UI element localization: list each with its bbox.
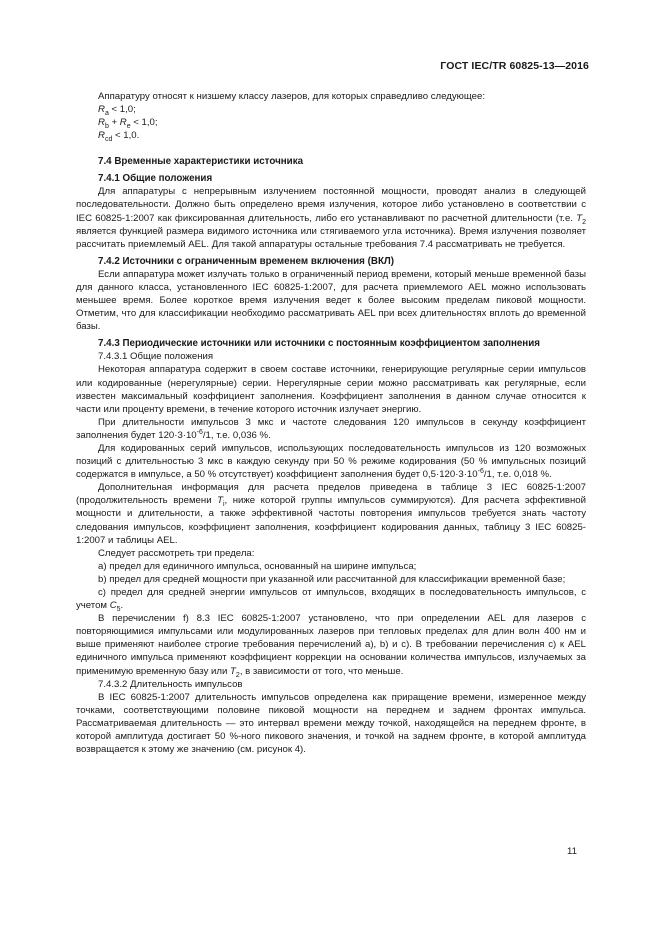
paragraph-enumeration-f [76,612,586,677]
standard-header: ГОСТ IEC/TR 60825-13—2016 [440,60,589,72]
formula-condition: < 1,0. [112,130,140,142]
section-heading-7-4: 7.4 Временные характеристики источника [98,156,304,168]
paragraph-additional-info [76,481,586,546]
section-heading-7-4-1: 7.4.1 Общие положения [98,173,213,185]
formula-symbol: R [98,117,105,129]
formula-subscript: cd [104,136,113,144]
text-run: Для кодированных серий импульсов, использующих последовательность импульсов из 120 возможных позиций с длительностью 3 мкс в каждую секунду при 50 % режиме кодирования (50 % импульсных позиций содержатся в импульсе, а 50 % отсутствует) коэффициент заполнения будет 0,5·120·3·10 [76,442,586,481]
symbol-t2: T [576,212,583,224]
subsection-heading-7-4-3-2: 7.4.3.2 Длительность импульсов [98,678,243,690]
text-run: , ниже которой группы импульсов суммируются). Для расчета эффективной мощности и длительности, а также эффективной частоты повторения импульсов требуется знать частоту следования импульсов, коэффициент заполнения, коэффициент кодирования данных, таблицу 3 IEC 60825-1:2007 и таблицы AEL. [76,495,586,546]
text-run: , в зависимости от того, что меньше. [239,665,404,677]
text-run: Для аппаратуры с непрерывным излучением постоянной мощности, проводят анализ в следующей последовательности. Должно быть определено время излучения, которое либо установлено в соответствии с IEC 60825-1:2007 как фиксированная длительность, либо его устанавливают по расчетной длительности (т.е. [76,186,586,224]
formula-operator: + [108,117,120,129]
paragraph-three-limits-intro: Следует рассмотреть три предела: [98,547,255,559]
exponent: -6 [477,467,484,475]
paragraph-7-4-2: Если аппаратура может излучать только в ограниченный период времени, который меньше временной базы для данного класса, установленного IEC 60825-1:2007, для расчета приемлемого AEL можно использовать меньшее время. Более короткое время излучения ведет к более высоким пределам пиковой мощности. Отметим, что для классификации необходимо рассматривать AEL при всех длительностях вплоть до временной базы. [76,268,586,333]
list-item-c [76,586,586,612]
text-run: с) предел для средней энергии импульсов от импульсов, входящих в последовательность импульсов, с учетом [76,587,586,612]
section-heading-7-4-2: 7.4.2 Источники с ограниченным временем включения (ВКЛ) [98,255,395,267]
formula-subscript: a [104,110,109,117]
text-run: Дополнительная информация для расчета пределов приведена в таблице 3 IEC 60825-1:2007 (продолжительность времени [76,482,586,507]
formula-condition: < 1,0; [108,104,136,116]
page-body [76,90,586,756]
text-run: . [120,600,124,612]
formula-ra [76,103,586,116]
formula-symbol: R [119,117,127,129]
paragraph-duty-cycle-example [76,416,586,442]
formula-symbol: R [98,130,105,142]
section-heading-7-4-3: 7.4.3 Периодические источники или источники с постоянным коэффициентом заполнения [98,338,540,350]
text-run: /1, т.е. 0,018 %. [483,469,552,481]
paragraph-regular-series: Некоторая аппаратура содержит в своем составе источники, генерирующие регулярные серии импульсов или кодированные (нерегулярные) серии. Нерегулярные серии можно рассматривать как регулярные, если известен максимальный коэффициент заполнения. Коэффициент заполнения в данном случае относится к части или проценту времени, в течение которого источник излучает энергию. [76,364,586,415]
symbol-subscript: 2 [235,671,240,679]
list-item-a: а) предел для единичного импульса, основанный на ширине импульса; [98,560,417,572]
formula-subscript: b [104,123,109,131]
symbol-subscript: 2 [582,218,586,226]
formula-rb-re [76,116,586,129]
intro-paragraph: Аппаратуру относят к низшему классу лазеров, для которых справедливо следующее: [98,91,485,102]
text-run: /1, т.е. 0,036 %. [202,429,271,441]
text-run: При длительности импульсов 3 мкс и частоте следования 120 импульсов в секунду коэффициент заполнения будет 120·3·10 [76,416,586,441]
symbol-c5: С [109,600,117,612]
paragraph-7-4-1 [76,185,586,250]
page-number: 11 [567,846,577,857]
symbol-ti: T [217,495,223,507]
text-run: является функцией размера видимого источника или стягиваемого угла источника). Время излучения позволяет рассчитать приемлемый AEL. Для такой аппаратуры остальные требования 7.4 рассматривать не требуется. [76,225,586,250]
formula-symbol: R [98,104,105,116]
exponent: -6 [196,428,203,436]
formula-rcd [76,129,586,142]
subsection-heading-7-4-3-1: 7.4.3.1 Общие положения [98,351,214,363]
text-run: В перечислении f) 8.3 IEC 60825-1:2007 установлено, что при определении AEL для лазеров с повторяющимися импульсами или модулированных лазеров при тепловых пределах для длин волн 400 нм и выше применяют наиболее строгие требования перечислений а), b) и с). В требовании перечисления с) к AEL единичного импульса применяют коэффициент коррекции на основании количества импульсов, излучаемых за применимую временную базу или [76,613,586,677]
list-item-b: b) предел для средней мощности при указанной или рассчитанной для классификации временной базе; [98,573,566,585]
symbol-t2: T [230,665,236,677]
paragraph-coded-series [76,442,586,481]
symbol-subscript: i [222,501,225,509]
formula-subscript: e [126,123,131,131]
formula-condition: < 1,0; [130,117,158,129]
symbol-subscript: 5 [116,606,121,613]
paragraph-pulse-duration: В IEC 60825-1:2007 длительность импульсов определена как приращение времени, измеренное между точками, соответствующими половине пиковой мощности на переднем и заднем фронтах импульса. Рассматриваемая длительность — это интервал времени между точкой, находящейся на переднем фронте, в которой амплитуда достигает 50 %-ного пикового значения, и точкой на заднем фронте, в которой амплитуда возвращается к этому же значению (см. рисунок 4). [76,691,586,756]
